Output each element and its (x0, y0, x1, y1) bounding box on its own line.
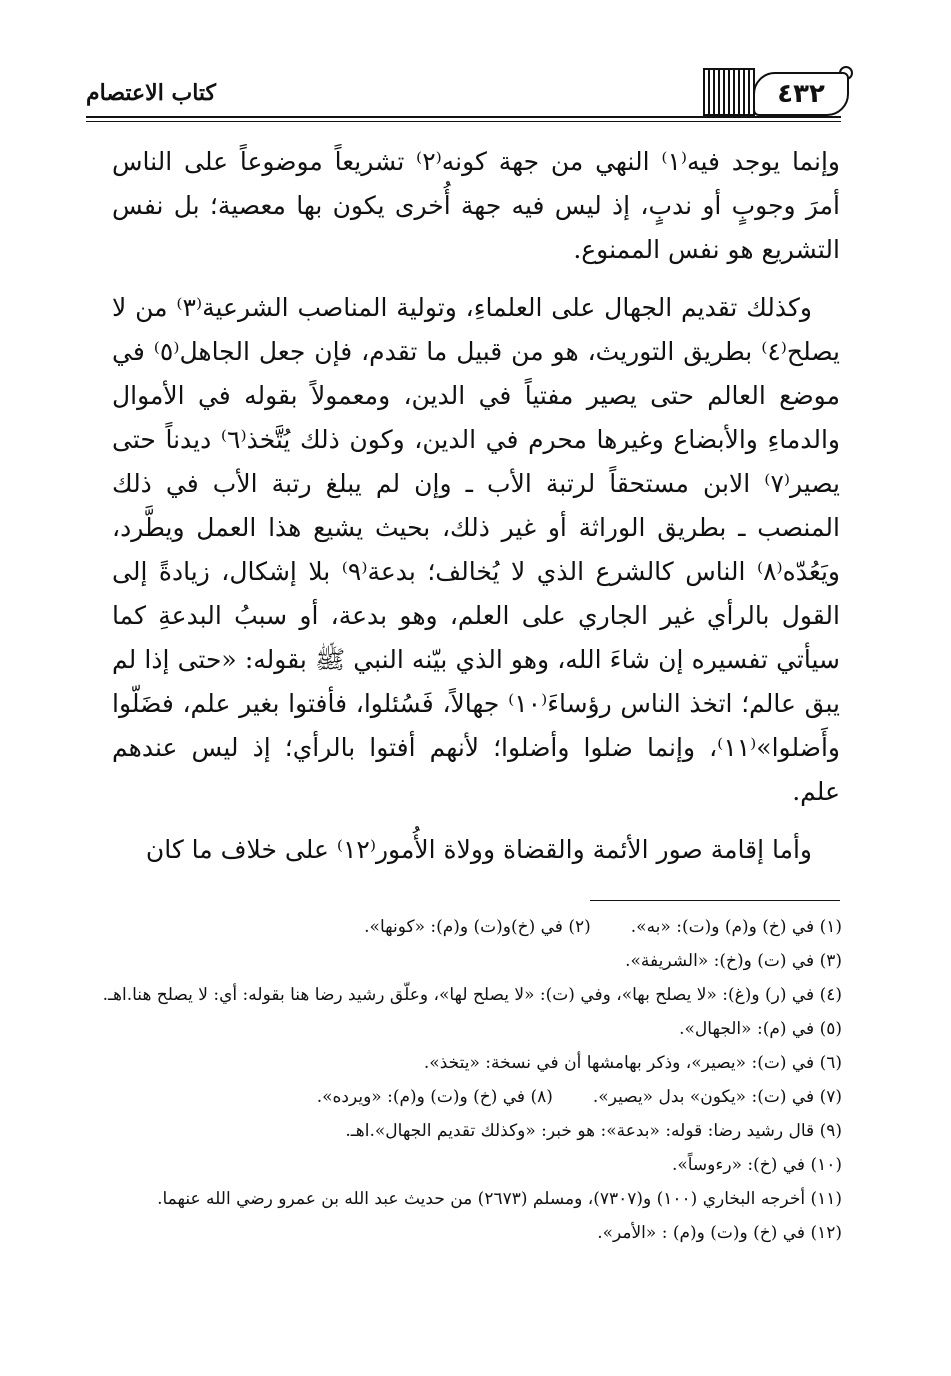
footnotes (90, 910, 842, 1250)
page-header (86, 62, 841, 122)
footnote-row (90, 1080, 842, 1114)
footnote-9: (٩) قال رشيد رضا: قوله: «بدعة»: هو خبر: «وكذلك تقديم الجهال».اهـ. (345, 1121, 842, 1141)
footnote-6: (٦) في (ت): «يصير»، وذكر بهامشها أن في نسخة: «يتخذ». (423, 1053, 842, 1073)
footnote-8: (٨) في (خ) و(ت) و(م): «ويرده». (316, 1087, 553, 1107)
footnote-11: (١١) أخرجه البخاري (١٠٠) و(٧٣٠٧)، ومسلم (٢٦٧٣) من حديث عبد الله بن عمرو رضي الله عنهما. (157, 1189, 842, 1209)
footnote-3: (٣) في (ت) و(خ): «الشريفة». (625, 951, 842, 971)
footnote-5: (٥) في (م): «الجهال». (679, 1019, 842, 1039)
footnote-row (90, 910, 842, 944)
footnote-2: (٢) في (خ)و(ت) و(م): «كونها». (364, 917, 591, 937)
book-title: كتاب الاعتصام (86, 80, 217, 106)
page-number-frame (753, 72, 849, 116)
paragraph-3: وأما إقامة صور الأئمة والقضاة وولاة الأُمور⁽١٢⁾ على خلاف ما كان (145, 835, 812, 864)
footnote-1: (١) في (خ) و(م) و(ت): «به». (630, 917, 842, 937)
page-number: ٤٣٢ (777, 79, 825, 109)
footnote-7: (٧) في (ت): «يكون» بدل «يصير». (592, 1087, 842, 1107)
paragraph-1: وإنما يوجد فيه⁽١⁾ النهي من جهة كونه⁽٢⁾ تشريعاً موضوعاً على الناس أمرَ وجوبٍ أو ندبٍ، إذ ليس فيه جهة أُخرى يكون بها معصية؛ بل نفس التشريع هو نفس الممنوع. (112, 147, 840, 264)
footnote-10: (١٠) في (خ): «رءوساً». (671, 1155, 842, 1175)
footnote-separator (590, 900, 840, 901)
header-stripes-ornament (703, 68, 755, 116)
footnote-12: (١٢) في (خ) و(ت) و(م) : «الأمر». (597, 1223, 842, 1243)
header-rule (86, 116, 841, 118)
paragraph-2: وكذلك تقديم الجهال على العلماءِ، وتولية المناصب الشرعية⁽٣⁾ من لا يصلح⁽٤⁾ بطريق التوريث، هو من قبيل ما تقدم، فإن جعل الجاهل⁽٥⁾ في موضع العالم حتى يصير مفتياً في الدين، ومعمولاً بقوله في الأموال والدماءِ والأبضاع وغيرها محرم في الدين، وكون ذلك يُتَّخذ⁽٦⁾ ديدناً حتى يصير⁽٧⁾ الابن مستحقاً لرتبة الأب ـ وإن لم يبلغ رتبة الأب في ذلك المنصب ـ بطريق الوراثة أو غير ذلك، بحيث يشيع هذا العمل ويطَّرد، ويَعُدّه⁽٨⁾ الناس كالشرع الذي لا يُخالف؛ بدعة⁽٩⁾ بلا إشكال، زيادةً إلى القول بالرأي غير الجاري على العلم، وهو بدعة، أو سببُ البدعةِ كما سيأتي تفسيره إن شاءَ الله، وهو الذي بيّنه النبي ﷺ بقوله: «حتى إذا لم يبق عالم؛ اتخذ الناس رؤساءَ⁽١٠⁾ جهالاً، فَسُئلوا، فأفتوا بغير علم، فضَلّوا وأَضلوا»⁽١١⁾، وإنما ضلوا وأضلوا؛ لأنهم أفتوا بالرأي؛ إذ ليس عندهم علم. (112, 293, 840, 806)
header-rule-thin (86, 121, 841, 122)
main-text (112, 140, 840, 872)
footnote-4: (٤) في (ر) و(غ): «لا يصلح بها»، وفي (ت): «لا يصلح لها»، وعلّق رشيد رضا هنا بقوله: أي: لا يصلح هنا.اهـ. (102, 985, 842, 1005)
